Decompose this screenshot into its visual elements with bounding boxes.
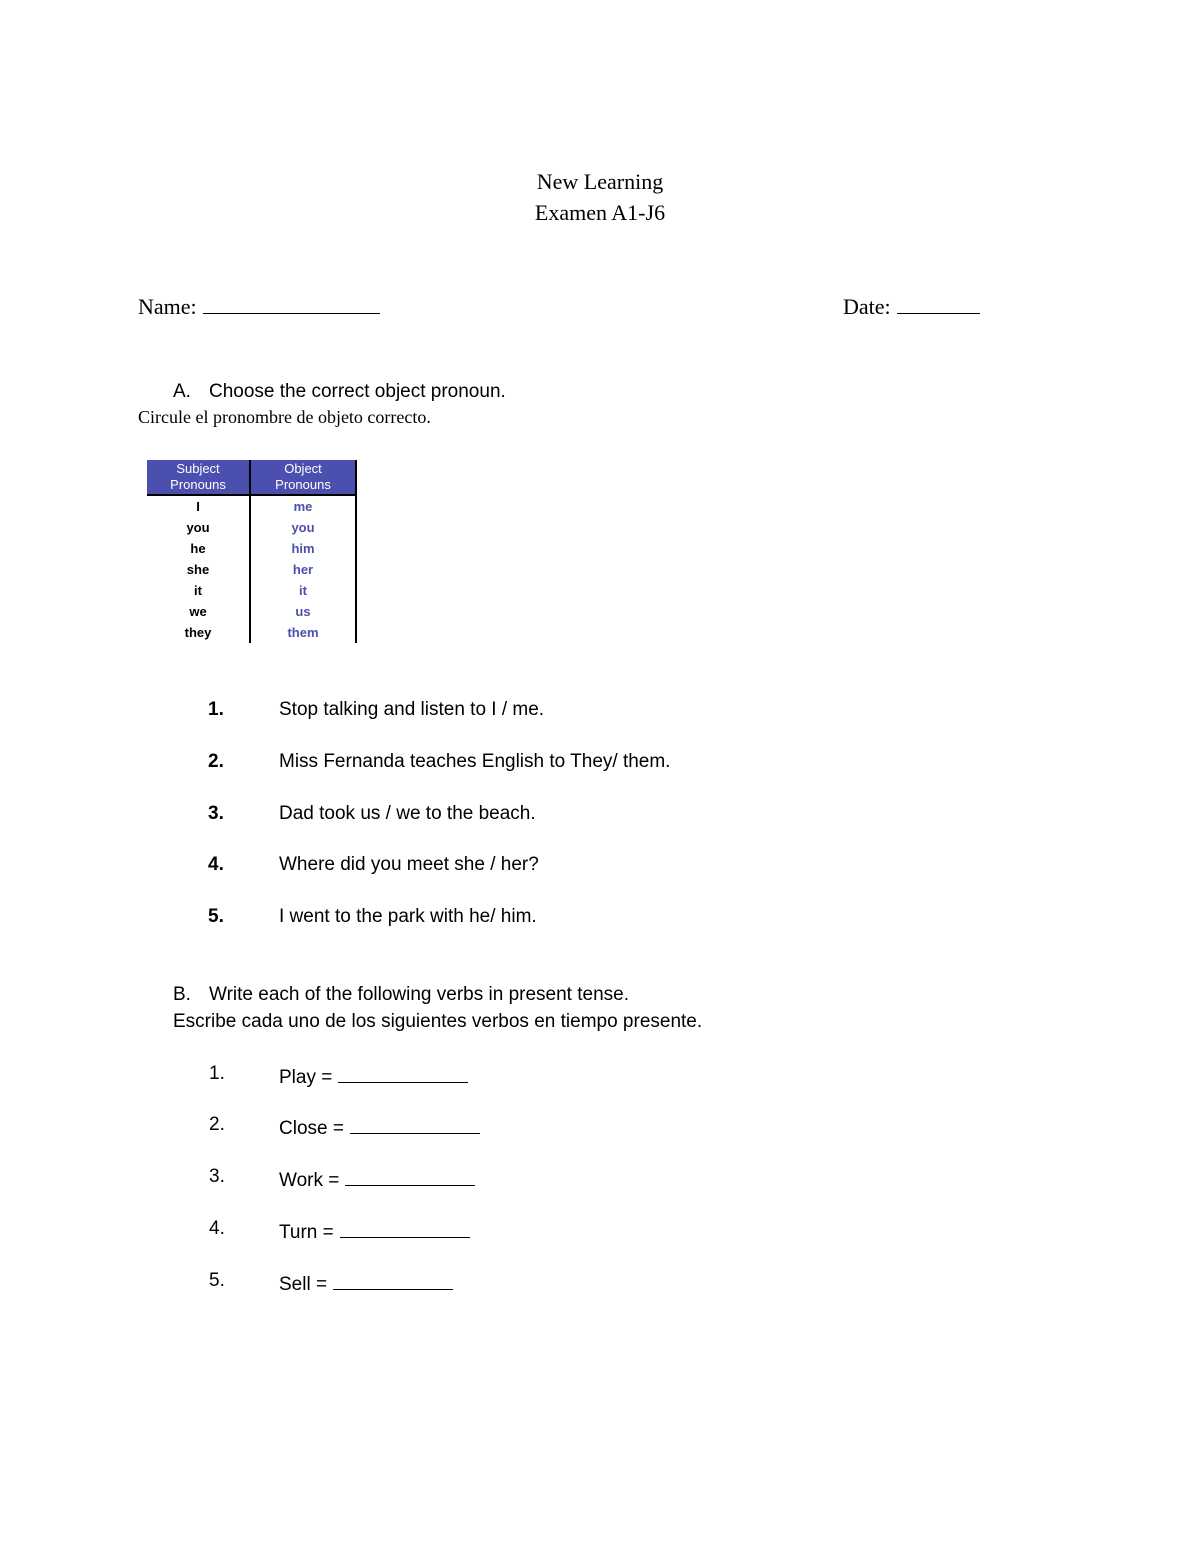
item-b3-number: 3. xyxy=(209,1166,225,1187)
section-a-heading: Choose the correct object pronoun. xyxy=(209,381,506,402)
item-b1-label: Play = xyxy=(279,1067,333,1088)
document-title: New Learning xyxy=(536,169,664,194)
answer-blank-line[interactable] xyxy=(338,1064,468,1083)
table-row xyxy=(147,622,356,643)
answer-blank-line[interactable] xyxy=(340,1219,470,1238)
date-label: Date: xyxy=(843,294,891,319)
item-a5-text[interactable]: I went to the park with he/ him. xyxy=(279,906,537,927)
date-blank-line[interactable] xyxy=(897,295,980,314)
pronoun-table-header-row xyxy=(147,460,356,495)
object-pronoun-cell: you xyxy=(250,517,356,538)
section-b-subheading: Escribe cada uno de los siguientes verbos en tiempo presente. xyxy=(173,1011,703,1032)
answer-blank-line[interactable] xyxy=(333,1271,453,1290)
section-b-letter: B. xyxy=(173,984,191,1005)
subject-pronoun-cell: we xyxy=(147,601,250,622)
item-b1-number: 1. xyxy=(209,1063,225,1084)
item-b3-label: Work = xyxy=(279,1170,340,1191)
subject-pronoun-cell: I xyxy=(147,495,250,517)
answer-blank-line[interactable] xyxy=(345,1167,475,1186)
object-pronoun-cell: them xyxy=(250,622,356,643)
document-subtitle: Examen A1-J6 xyxy=(534,200,666,225)
answer-blank-line[interactable] xyxy=(350,1115,480,1134)
item-b5-number: 5. xyxy=(209,1270,225,1291)
section-b-heading: Write each of the following verbs in present tense. xyxy=(209,984,629,1005)
item-a4-number: 4. xyxy=(208,854,224,875)
subject-pronoun-cell: it xyxy=(147,580,250,601)
date-field[interactable] xyxy=(843,295,980,318)
pronoun-table xyxy=(147,460,357,643)
table-row xyxy=(147,538,356,559)
object-pronoun-cell: it xyxy=(250,580,356,601)
item-b2-label: Close = xyxy=(279,1118,344,1139)
item-b5-field[interactable] xyxy=(279,1271,453,1294)
item-a4-text[interactable]: Where did you meet she / her? xyxy=(279,854,539,875)
section-a-subheading: Circule el pronombre de objeto correcto. xyxy=(138,407,431,427)
object-header-line2: Pronouns xyxy=(275,477,331,492)
item-a2-text[interactable]: Miss Fernanda teaches English to They/ them. xyxy=(279,751,671,772)
item-a2-number: 2. xyxy=(208,751,224,772)
subject-pronoun-cell: she xyxy=(147,559,250,580)
subject-pronoun-cell: you xyxy=(147,517,250,538)
subject-header-line1: Subject xyxy=(176,461,220,476)
table-row xyxy=(147,559,356,580)
name-field[interactable] xyxy=(138,295,380,318)
object-pronoun-cell: me xyxy=(250,495,356,517)
subject-pronouns-header xyxy=(147,460,250,495)
table-row xyxy=(147,517,356,538)
table-row xyxy=(147,580,356,601)
item-a1-text[interactable]: Stop talking and listen to I / me. xyxy=(279,699,545,720)
item-b4-label: Turn = xyxy=(279,1222,334,1243)
name-label: Name: xyxy=(138,294,197,319)
item-b4-number: 4. xyxy=(209,1218,225,1239)
object-pronoun-cell: her xyxy=(250,559,356,580)
subject-header-line2: Pronouns xyxy=(170,477,226,492)
object-pronoun-cell: him xyxy=(250,538,356,559)
subject-pronoun-cell: he xyxy=(147,538,250,559)
object-header-line1: Object xyxy=(284,461,322,476)
item-a3-number: 3. xyxy=(208,803,224,824)
item-a1-number: 1. xyxy=(208,699,224,720)
table-row xyxy=(147,495,356,517)
section-a-letter: A. xyxy=(173,381,191,402)
item-a5-number: 5. xyxy=(208,906,224,927)
object-pronoun-cell: us xyxy=(250,601,356,622)
item-b2-number: 2. xyxy=(209,1114,225,1135)
object-pronouns-header xyxy=(250,460,356,495)
item-a3-text[interactable]: Dad took us / we to the beach. xyxy=(279,803,536,824)
name-blank-line[interactable] xyxy=(203,295,380,314)
item-b4-field[interactable] xyxy=(279,1219,470,1242)
subject-pronoun-cell: they xyxy=(147,622,250,643)
item-b5-label: Sell = xyxy=(279,1274,328,1295)
item-b3-field[interactable] xyxy=(279,1167,475,1190)
item-b2-field[interactable] xyxy=(279,1115,480,1138)
item-b1-field[interactable] xyxy=(279,1064,468,1087)
table-row xyxy=(147,601,356,622)
